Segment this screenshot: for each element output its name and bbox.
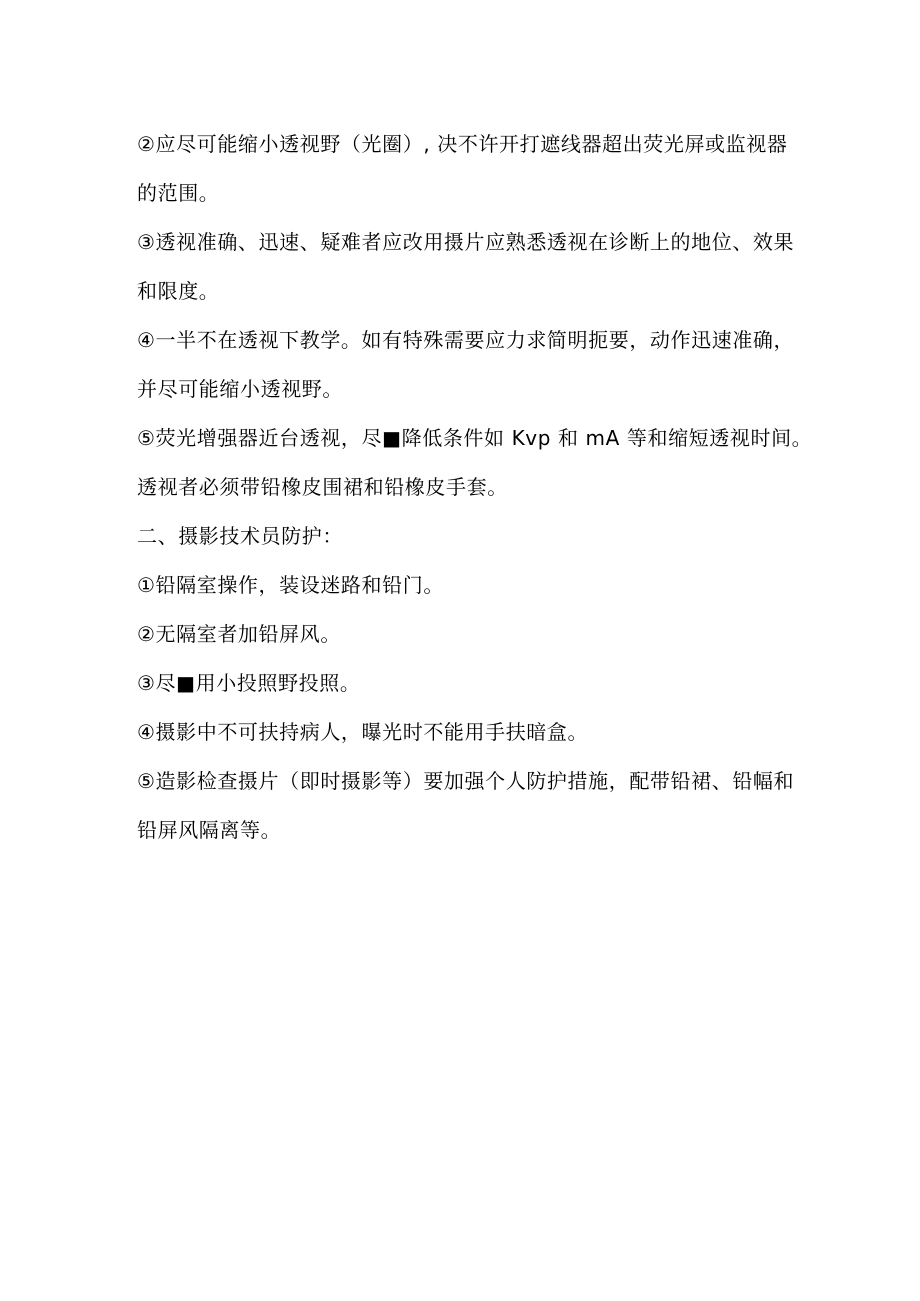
paragraph-line: 透视者必须带铅橡皮围裙和铅橡皮手套。: [137, 475, 508, 499]
paragraph-line: 的范围。: [137, 181, 220, 205]
paragraph-line: ⑤荧光增强器近台透视，尽■降低条件如 Kvp 和 mA 等和缩短透视时间。: [137, 426, 813, 450]
paragraph-line: ②无隔室者加铅屏风。: [137, 622, 341, 646]
paragraph-line: 并尽可能缩小透视野。: [137, 377, 343, 401]
paragraph-line: ⑤造影检查摄片（即时摄影等）要加强个人防护措施，配带铅裙、铅幅和: [137, 769, 795, 793]
paragraph-line: 铅屏风隔离等。: [137, 818, 282, 842]
paragraph-line: ③透视准确、迅速、疑难者应改用摄片应熟悉透视在诊断上的地位、效果: [137, 230, 795, 254]
paragraph-line: ③尽■用小投照野投照。: [137, 671, 361, 695]
paragraph-line: ①铅隔室操作，装设迷路和铅门。: [137, 573, 444, 597]
paragraph-line: ④摄影中不可扶持病人，曝光时不能用手扶暗盒。: [137, 720, 589, 744]
paragraph-line: ②应尽可能缩小透视野（光圈）, 决不许开打遮线器超出荧光屏或监视器: [137, 132, 788, 156]
section-heading: 二、摄影技术员防护：: [137, 524, 343, 548]
paragraph-line: ④一半不在透视下教学。如有特殊需要应力求简明扼要，动作迅速准确，: [137, 328, 795, 352]
paragraph-line: 和限度。: [137, 279, 220, 303]
